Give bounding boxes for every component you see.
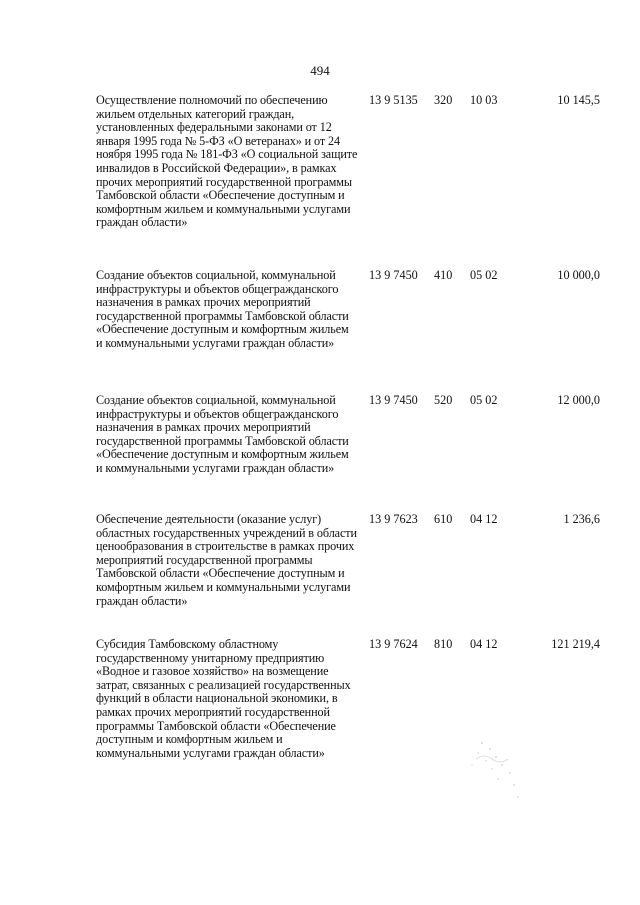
page-number: 494: [310, 63, 330, 78]
faint-stamp-mark: [452, 735, 532, 805]
row-amount: 12 000,0: [557, 393, 600, 407]
table-row: [0, 269, 640, 394]
row-expense-type: 520: [434, 393, 453, 407]
row-amount: 10 000,0: [557, 268, 600, 282]
row-description: Создание объектов социальной, коммунальной инфраструктуры и объектов общегражданского назначения в рамках прочих мероприятий государственной программы Тамбовской области «Обеспечение доступным и комфортным жильем и коммунальными услугами граждан области»: [96, 393, 349, 475]
row-code: 13 9 7624: [369, 637, 418, 651]
row-section: 10 03: [470, 93, 498, 107]
row-expense-type: 320: [434, 93, 453, 107]
row-section: 04 12: [470, 512, 498, 526]
row-section: 04 12: [470, 637, 498, 651]
row-code: 13 9 7450: [369, 393, 418, 407]
row-section: 05 02: [470, 268, 498, 282]
row-description: Осуществление полномочий по обеспечению жильем отдельных категорий граждан, установленных федеральными законами от 12 января 1995 года № 5-ФЗ «О ветеранах» и от 24 ноября 1995 года № 181-ФЗ «О социальной защите инвалидов в Российской Федерации», в рамках прочих мероприятий государственной программы Тамбовской области «Обеспечение доступным и комфортным жильем и коммунальными услугами граждан области»: [96, 93, 358, 230]
row-amount: 121 219,4: [551, 637, 600, 651]
table-row: [0, 513, 640, 638]
row-code: 13 9 7450: [369, 268, 418, 282]
budget-table: [0, 94, 640, 798]
row-expense-type: 810: [434, 637, 453, 651]
row-description: Субсидия Тамбовскому областному государственному унитарному предприятию «Водное и газовое хозяйство» на возмещение затрат, связанных с реализацией государственных функций в области национальной экономики, в рамках прочих мероприятий государственной программы Тамбовской области «Обеспечение доступным и комфортным жильем и коммунальными услугами граждан области»: [96, 637, 351, 760]
row-amount: 10 145,5: [557, 93, 600, 107]
row-expense-type: 410: [434, 268, 453, 282]
row-expense-type: 610: [434, 512, 453, 526]
table-row: [0, 394, 640, 513]
row-section: 05 02: [470, 393, 498, 407]
row-amount: 1 236,6: [563, 512, 600, 526]
row-code: 13 9 5135: [369, 93, 418, 107]
row-description: Обеспечение деятельности (оказание услуг) областных государственных учреждений в области ценообразования в строительстве в рамках прочих мероприятий государственной программы Тамбовской области «Обеспечение доступным и комфортным жильем и коммунальными услугами граждан области»: [96, 512, 357, 608]
table-row: [0, 94, 640, 269]
row-code: 13 9 7623: [369, 512, 418, 526]
table-row: [0, 638, 640, 798]
row-description: Создание объектов социальной, коммунальной инфраструктуры и объектов общегражданского назначения в рамках прочих мероприятий государственной программы Тамбовской области «Обеспечение доступным и комфортным жильем и коммунальными услугами граждан области»: [96, 268, 349, 350]
